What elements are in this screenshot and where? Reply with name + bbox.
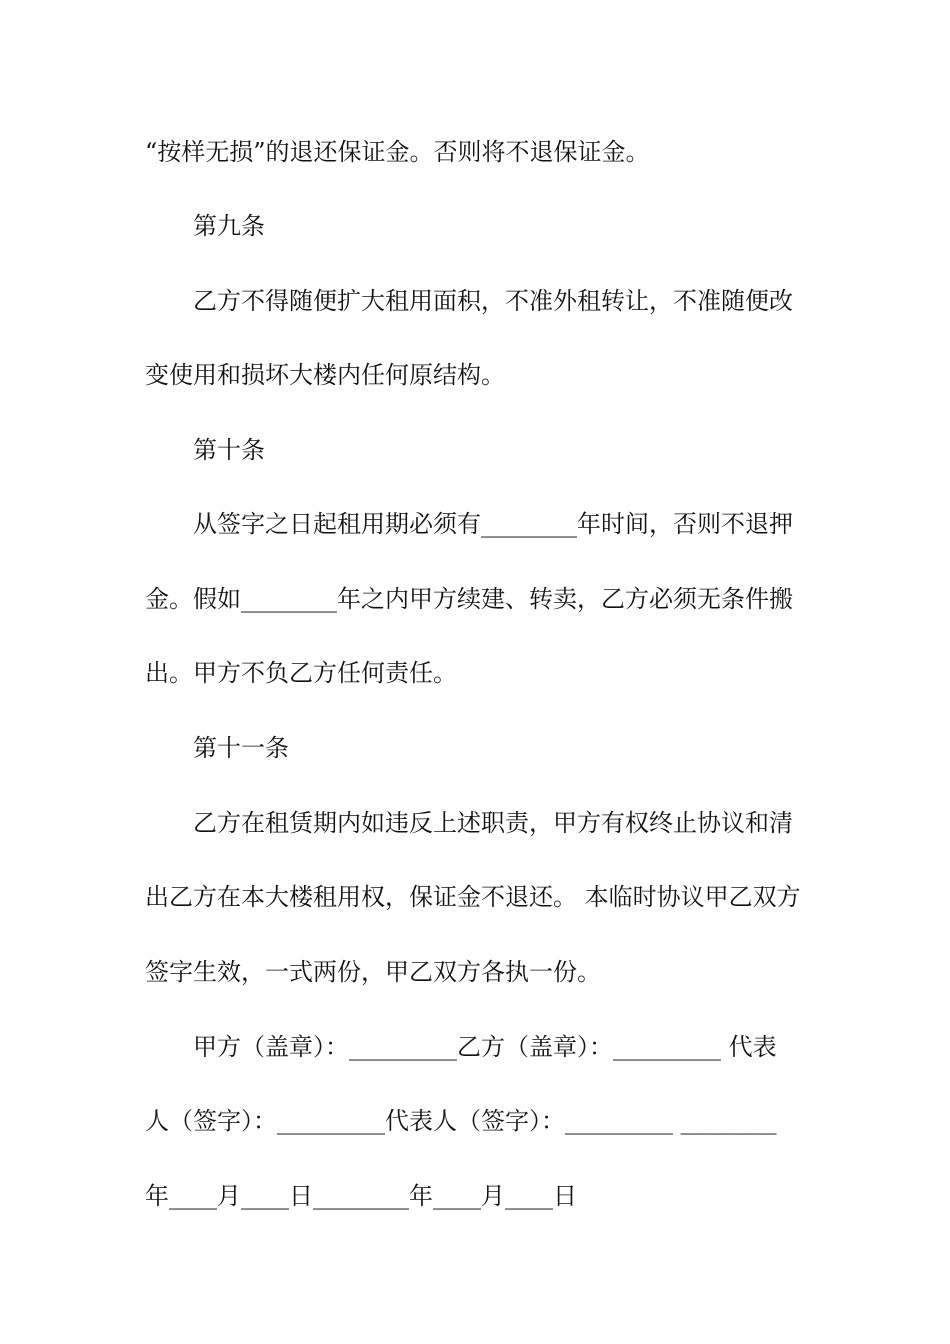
article-9-heading: 第九条	[193, 212, 265, 240]
signature-line-1: 甲方（盖章）：_________乙方（盖章）：_________ 代表	[193, 1033, 777, 1061]
article-9-text-line-2: 变使用和损坏大楼内任何原结构。	[145, 361, 505, 389]
article-9-text-line-1: 乙方不得随便扩大租用面积，不准外租转让，不准随便改	[193, 287, 793, 315]
article-11-text-line-1: 乙方在租赁期内如违反上述职责，甲方有权终止协议和清	[193, 809, 793, 837]
date-line: 年____月____日________年____月____日	[145, 1182, 577, 1210]
article-11-text-line-3: 签字生效，一式两份，甲乙双方各执一份。	[145, 958, 601, 986]
article-10-text-line-2: 金。假如________年之内甲方续建、转卖，乙方必须无条件搬	[145, 585, 793, 613]
article-10-heading: 第十条	[193, 436, 265, 464]
signature-line-2: 人（签字）：_________代表人（签字）：_________ ________	[145, 1107, 777, 1135]
article-10-text-line-3: 出。甲方不负乙方任何责任。	[145, 659, 457, 687]
deposit-refund-text: “按样无损”的退还保证金。否则将不退保证金。	[145, 138, 650, 166]
article-10-text-line-1: 从签字之日起租用期必须有________年时间，否则不退押	[193, 510, 793, 538]
article-11-text-line-2: 出乙方在本大楼租用权，保证金不退还。 本临时协议甲乙双方	[145, 883, 801, 911]
article-11-heading: 第十一条	[193, 734, 289, 762]
